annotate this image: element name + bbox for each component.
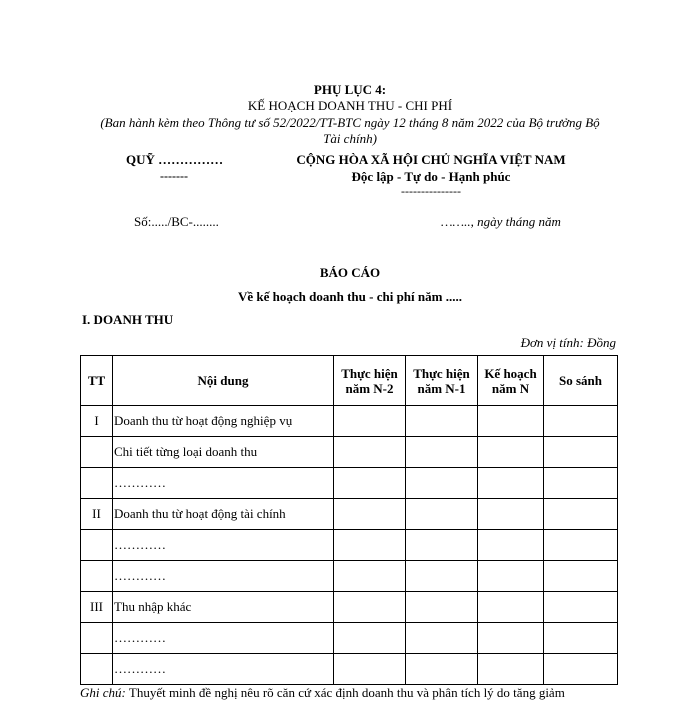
cell-compare [544, 654, 618, 685]
row-content: ………… [113, 530, 334, 561]
header-actual-n1-line2: năm N-1 [417, 380, 466, 396]
table-header-row [81, 356, 618, 406]
table-row [81, 499, 618, 530]
table-row [81, 530, 618, 561]
cell-actual-n2 [334, 623, 406, 654]
footnote-text: Thuyết minh đề nghị nêu rõ căn cứ xác định doanh thu và phân tích lý do tăng giảm [125, 685, 565, 700]
cell-compare [544, 499, 618, 530]
row-tt: II [81, 499, 113, 530]
cell-compare [544, 623, 618, 654]
cell-actual-n2 [334, 406, 406, 437]
row-tt [81, 530, 113, 561]
unit-note: Đơn vị tính: Đồng [520, 335, 616, 350]
header-actual-n2-line1: Thực hiện [341, 365, 398, 381]
row-content: ………… [113, 623, 334, 654]
issuance-note-line-2: Tài chính) [323, 131, 377, 146]
row-content: ………… [113, 468, 334, 499]
header-compare: So sánh [544, 356, 618, 406]
cell-compare [544, 437, 618, 468]
header-actual-n2 [334, 356, 406, 406]
header-plan-n [478, 356, 544, 406]
row-tt [81, 654, 113, 685]
header-plan-n-line1: Kế hoạch [484, 365, 537, 381]
fund-divider: ------- [160, 169, 188, 183]
cell-actual-n1 [406, 530, 478, 561]
issuance-note-line-1: (Ban hành kèm theo Thông tư số 52/2022/TT-BTC ngày 12 tháng 8 năm 2022 của Bộ trưởng Bộ [100, 115, 600, 130]
row-tt [81, 623, 113, 654]
header-actual-n2-line2: năm N-2 [345, 380, 394, 396]
cell-plan-n [478, 468, 544, 499]
cell-actual-n2 [334, 437, 406, 468]
table-row [81, 592, 618, 623]
cell-actual-n2 [334, 468, 406, 499]
appendix-title: PHỤ LỤC 4: [313, 82, 387, 97]
cell-actual-n2 [334, 592, 406, 623]
cell-compare [544, 561, 618, 592]
cell-actual-n2 [334, 561, 406, 592]
table-row [81, 468, 618, 499]
row-content: Chi tiết từng loại doanh thu [113, 437, 334, 468]
header-content: Nội dung [113, 356, 334, 406]
section-heading: I. DOANH THU [82, 312, 174, 327]
cell-plan-n [478, 592, 544, 623]
row-content: ………… [113, 561, 334, 592]
row-content: Thu nhập khác [113, 592, 334, 623]
cell-actual-n2 [334, 530, 406, 561]
report-title: BÁO CÁO [319, 265, 381, 280]
row-content: Doanh thu từ hoạt động tài chính [113, 499, 334, 530]
document-number: Số:...../BC-........ [134, 214, 219, 229]
table-row [81, 561, 618, 592]
cell-actual-n1 [406, 592, 478, 623]
cell-plan-n [478, 654, 544, 685]
table-row [81, 623, 618, 654]
footnote [80, 685, 565, 701]
row-tt [81, 468, 113, 499]
cell-plan-n [478, 530, 544, 561]
header-actual-n1 [406, 356, 478, 406]
cell-compare [544, 406, 618, 437]
header-plan-n-line2: năm N [491, 380, 530, 396]
row-tt: I [81, 406, 113, 437]
cell-plan-n [478, 561, 544, 592]
fund-name: QUỸ …………… [126, 152, 224, 167]
cell-actual-n1 [406, 437, 478, 468]
cell-actual-n2 [334, 654, 406, 685]
row-tt [81, 561, 113, 592]
date-line: …….., ngày tháng năm [441, 214, 561, 229]
row-tt [81, 437, 113, 468]
republic-name: CỘNG HÒA XÃ HỘI CHỦ NGHĨA VIỆT NAM [296, 152, 566, 167]
cell-plan-n [478, 406, 544, 437]
cell-actual-n1 [406, 654, 478, 685]
header-actual-n1-line1: Thực hiện [413, 365, 470, 381]
cell-compare [544, 530, 618, 561]
cell-actual-n1 [406, 499, 478, 530]
row-content: ………… [113, 654, 334, 685]
cell-actual-n1 [406, 468, 478, 499]
cell-actual-n2 [334, 499, 406, 530]
plan-title: KẾ HOẠCH DOANH THU - CHI PHÍ [247, 98, 453, 113]
cell-actual-n1 [406, 561, 478, 592]
revenue-table [80, 355, 618, 685]
report-subtitle: Về kế hoạch doanh thu - chi phí năm ..... [238, 289, 462, 304]
cell-compare [544, 592, 618, 623]
table-row [81, 406, 618, 437]
row-content: Doanh thu từ hoạt động nghiệp vụ [113, 406, 334, 437]
header-tt: TT [81, 356, 113, 406]
footnote-label: Ghi chú: [80, 685, 126, 700]
table-row [81, 654, 618, 685]
cell-plan-n [478, 623, 544, 654]
motto-divider: --------------- [401, 184, 461, 198]
cell-actual-n1 [406, 406, 478, 437]
cell-compare [544, 468, 618, 499]
national-motto: Độc lập - Tự do - Hạnh phúc [351, 169, 511, 184]
cell-actual-n1 [406, 623, 478, 654]
cell-plan-n [478, 437, 544, 468]
table-row [81, 437, 618, 468]
row-tt: III [81, 592, 113, 623]
cell-plan-n [478, 499, 544, 530]
